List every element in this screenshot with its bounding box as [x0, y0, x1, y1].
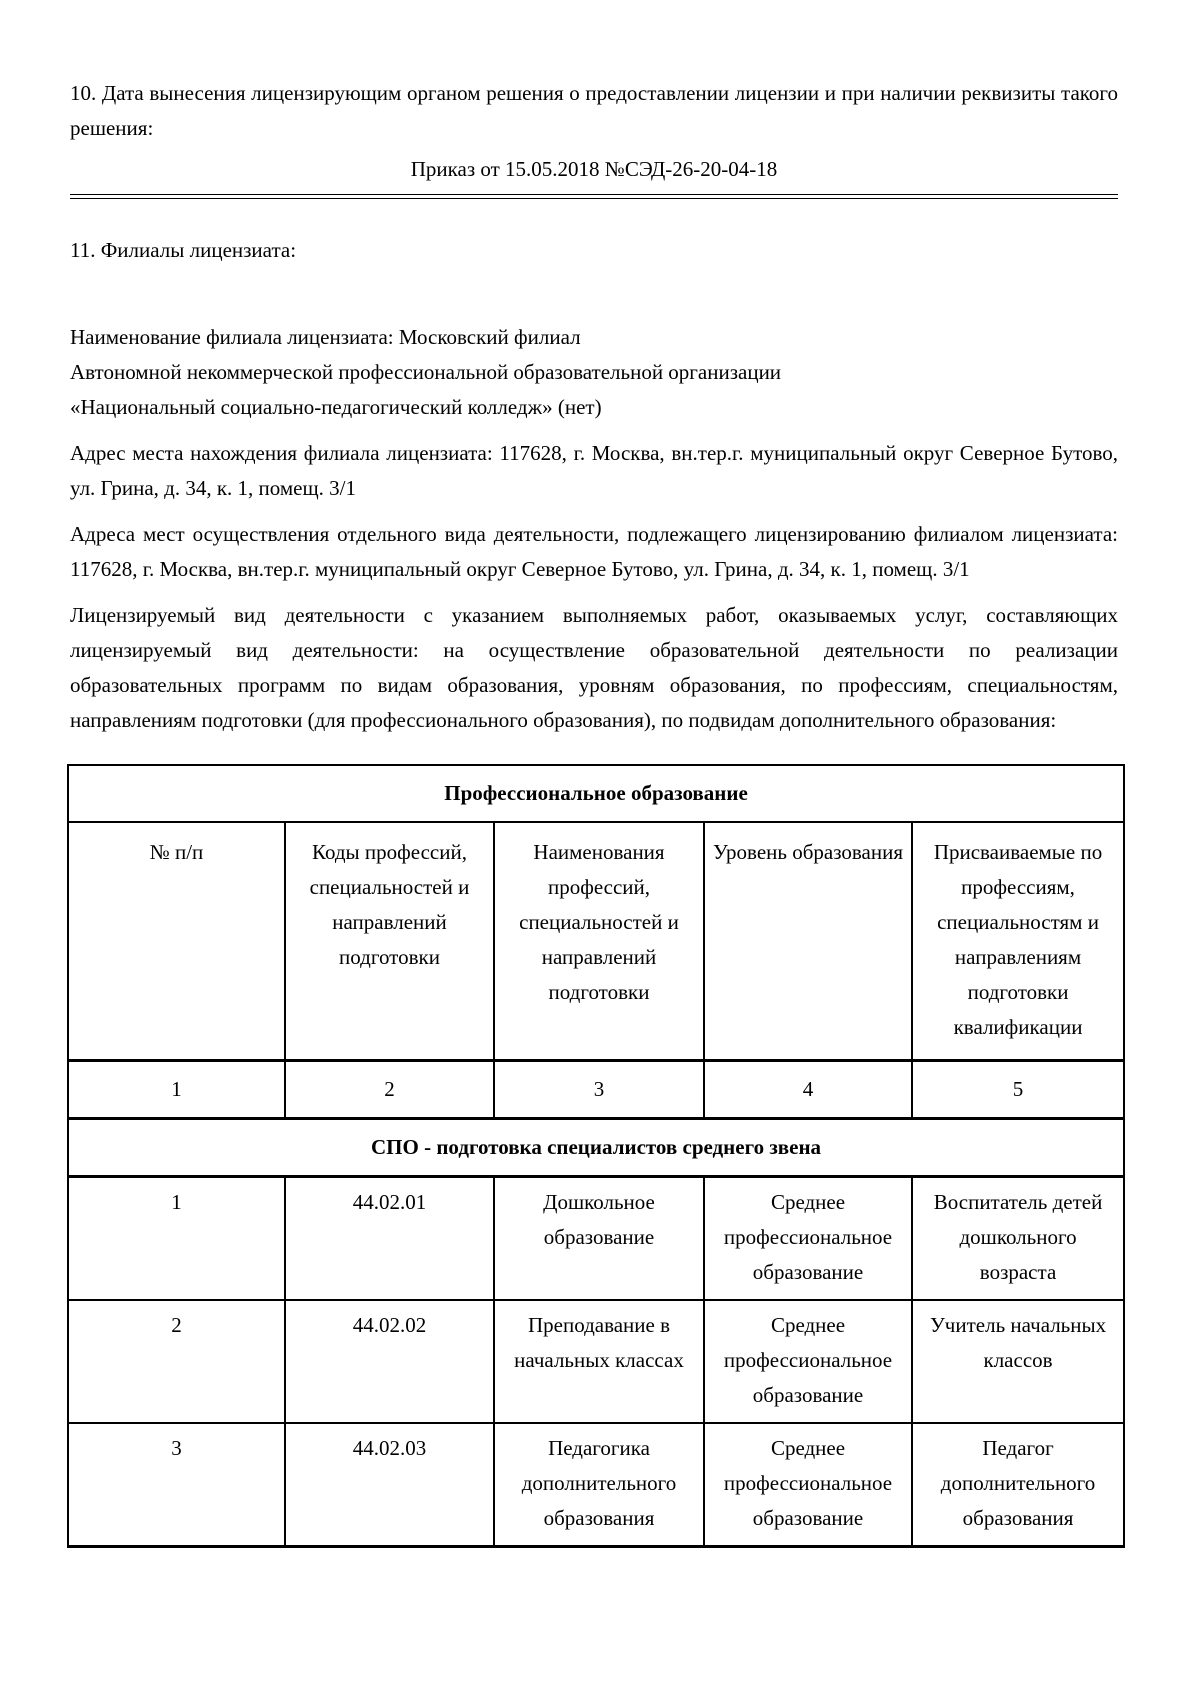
column-number: 1 [68, 1061, 285, 1119]
table-cell: 2 [68, 1300, 285, 1423]
column-header-names: Наименования профессий, специальностей и направлений подготовки [494, 822, 704, 1061]
table-cell: Преподавание в начальных классах [494, 1300, 704, 1423]
table-cell: Среднее профессиональное образование [704, 1423, 912, 1547]
column-header-codes: Коды профессий, специальностей и направлений подготовки [285, 822, 494, 1061]
section-10-value: Приказ от 15.05.2018 №СЭД-26-20-04-18 [410, 157, 778, 181]
table-title-row [68, 765, 1124, 822]
table-cell: Учитель начальных классов [912, 1300, 1124, 1423]
column-number: 4 [704, 1061, 912, 1119]
column-number: 2 [285, 1061, 494, 1119]
branch-name-line-3: «Национальный социально-педагогический колледж» (нет) [70, 395, 602, 419]
professional-education-table [67, 764, 1125, 1548]
signature-rule [70, 194, 1118, 199]
column-number: 5 [912, 1061, 1124, 1119]
table-row [68, 1177, 1124, 1301]
column-header-qualifications: Присваиваемые по профессиям, специальностям и направлениям подготовки квалификации [912, 822, 1124, 1061]
branch-name-paragraph [70, 320, 1118, 425]
column-header-number: № п/п [68, 822, 285, 1061]
table-row [68, 1423, 1124, 1547]
table-cell: 3 [68, 1423, 285, 1547]
table-cell: 1 [68, 1177, 285, 1301]
table-header-row [68, 822, 1124, 1061]
table-cell: 44.02.02 [285, 1300, 494, 1423]
table-cell: Воспитатель детей дошкольного возраста [912, 1177, 1124, 1301]
branch-name-line-2: Автономной некоммерческой профессиональной образовательной организации [70, 360, 782, 384]
table-cell: Педагог дополнительного образования [912, 1423, 1124, 1547]
table-column-numbers-row [68, 1061, 1124, 1119]
table-cell: 44.02.03 [285, 1423, 494, 1547]
table-cell: 44.02.01 [285, 1177, 494, 1301]
table-cell: Педагогика дополнительного образования [494, 1423, 704, 1547]
licensed-activity-paragraph: Лицензируемый вид деятельности с указанием выполняемых работ, оказываемых услуг, составляющих лицензируемый вид деятельности: на осуществление образовательной деятельности по реализации образовательных программ по видам образования, уровням образования, по профессиям, специальностям, направлениям подготовки (для профессионального образования), по подвидам дополнительного образования: [70, 603, 1118, 732]
column-header-level: Уровень образования [704, 822, 912, 1061]
table-cell: Дошкольное образование [494, 1177, 704, 1301]
section-10-label: 10. Дата вынесения лицензирующим органом решения о предоставлении лицензии и при наличии реквизиты такого решения: [70, 81, 1118, 140]
branch-name-line-1: Наименование филиала лицензиата: Московский филиал [70, 325, 581, 349]
table-cell: Среднее профессиональное образование [704, 1300, 912, 1423]
table-title: Профессиональное образование [68, 765, 1124, 822]
section-11-label: 11. Филиалы лицензиата: [70, 238, 297, 262]
table-section-row [68, 1119, 1124, 1177]
table-section-header: СПО - подготовка специалистов среднего звена [68, 1119, 1124, 1177]
table-cell: Среднее профессиональное образование [704, 1177, 912, 1301]
branch-address-paragraph: Адрес места нахождения филиала лицензиата: 117628, г. Москва, вн.тер.г. муниципальный округ Северное Бутово, ул. Грина, д. 34, к. 1, помещ. 3/1 [70, 441, 1118, 500]
table-row [68, 1300, 1124, 1423]
activity-addresses-paragraph: Адреса мест осуществления отдельного вида деятельности, подлежащего лицензированию филиалом лицензиата: 117628, г. Москва, вн.тер.г. муниципальный округ Северное Бутово, ул. Грина, д. 34, к. 1, помещ. 3/1 [70, 522, 1118, 581]
column-number: 3 [494, 1061, 704, 1119]
